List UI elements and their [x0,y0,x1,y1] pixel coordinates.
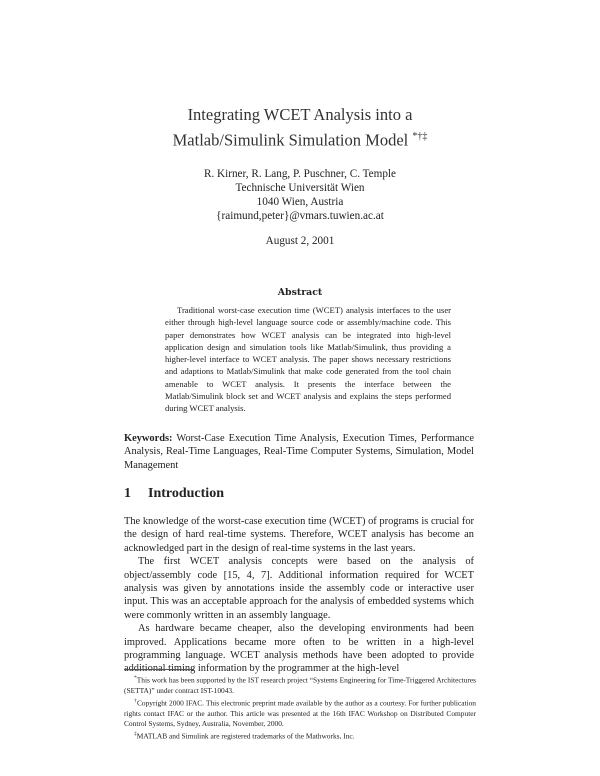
section-title: Introduction [148,486,224,501]
affiliation: Technische Universität Wien [235,182,365,194]
author-block [0,167,600,223]
footnote-text: Copyright 2000 IFAC. This electronic preprint made available by the author as a courtesy. For further publication rights contact IFAC or the author. This article was presented at the 16th IFAC Workshop on Distributed Computer Control Systems, Sydney, Australia, November, 2000. [124,698,477,728]
abstract-text: Traditional worst-case execution time (WCET) analysis interfaces to the user either through high-level language source code or assembly/machine code. This paper demonstrates how WCET analysis can be integrated into high-level application design and simulation tools like Matlab/Simulink, thus providing a higher-level interface to WCET analysis. The paper shows necessary restrictions and adaptions to Matlab/Simulink that make code generated from the tool chain amenable to WCET analysis. It presents the interface between the Matlab/Simulink block set and WCET analysis and explains the steps performed during WCET analysis. [165,305,451,414]
title-line-2-text: Matlab/Simulink Simulation Model [172,130,409,150]
keywords [124,432,474,472]
paragraph: The knowledge of the worst-case execution time (WCET) of programs is crucial for the design of hard real-time systems. Therefore, WCET analysis has become an acknowledged part in the design of real-time systems in the last years. [124,516,474,554]
paragraph: As hardware became cheaper, also the developing environments had been improved. Applications became more often to be written in a high-level programming language. WCET analysis methods have been adopted to provide additional timing information by the programmer at the high-level [124,623,474,675]
section-body [124,515,474,676]
footnote [124,696,476,729]
footnote-mark: * [134,675,137,681]
footnote-divider [124,669,194,670]
keywords-label: Keywords: [124,433,173,444]
address: 1040 Wien, Austria [256,196,344,208]
abstract-heading: Abstract [277,287,323,298]
authors: R. Kirner, R. Lang, P. Puschner, C. Temple [203,168,396,180]
footnote-text: MATLAB and Simulink are registered trademarks of the Mathworks, Inc. [136,731,355,741]
footnote [124,673,476,696]
footnote [124,729,476,742]
email: {raimund,peter}@vmars.tuwien.ac.at [216,210,384,222]
footnote-mark: ‡ [134,730,137,737]
title-footnote-marks: *†‡ [412,131,428,142]
footnote-mark: † [134,697,137,704]
paper-date: August 2, 2001 [265,235,335,247]
paper-title [0,104,600,152]
title-line-2 [0,126,600,152]
title-line-1: Integrating WCET Analysis into a [187,105,413,124]
section-number: 1 [124,486,131,501]
section-heading [124,486,224,502]
keywords-text: Worst-Case Execution Time Analysis, Execution Times, Performance Analysis, Real-Time Languages, Real-Time Computer Systems, Simulation, Model Management [124,433,474,471]
paragraph: The first WCET analysis concepts were based on the analysis of object/assembly code [15, 4, 7]. Additional information required for WCET analysis was given by annotations inside the assembly code or interactive user input. This was an acceptable approach for the analysis of embedded systems which were commonly written in an assembly language. [124,556,474,621]
footnotes [124,673,476,742]
footnote-text: This work has been supported by the IST research project “Systems Engineering for Time-Triggered Architectures (SETTA)” under contract IST-10043. [124,675,476,695]
